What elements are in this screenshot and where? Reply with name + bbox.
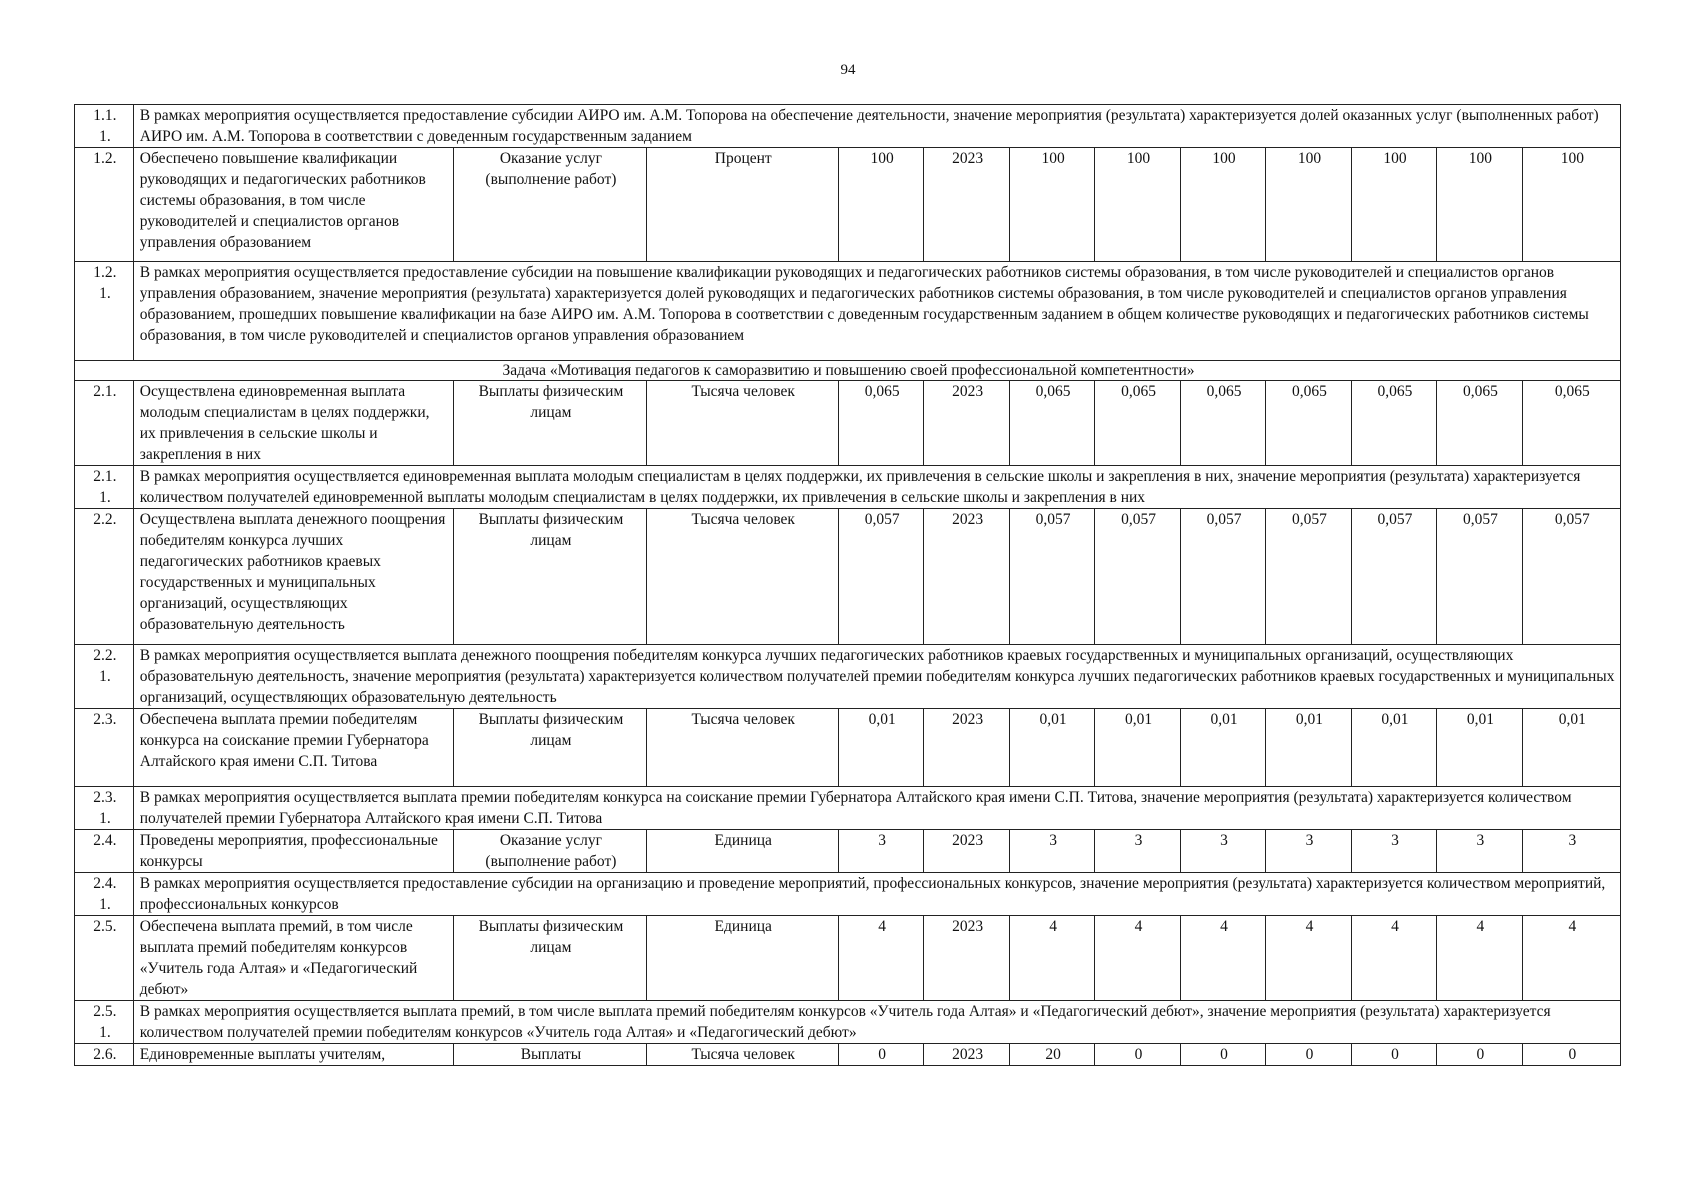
- value-year-4: 0: [1266, 1044, 1351, 1066]
- unit-of-measure: Тысяча человек: [646, 381, 838, 466]
- value-year-5: 0,01: [1351, 709, 1436, 787]
- base-year: 2023: [924, 1044, 1009, 1066]
- row-number: 1.2.: [75, 148, 134, 262]
- description-row: [75, 1001, 1621, 1044]
- value-year-3: 100: [1180, 148, 1265, 262]
- base-value: 3: [838, 830, 923, 873]
- base-year: 2023: [924, 916, 1009, 1001]
- result-name: Обеспечена выплата премии победителям конкурса на соискание премии Губернатора Алтайского края имени С.П. Титова: [133, 709, 454, 787]
- description-row: [75, 787, 1621, 830]
- base-year: 2023: [924, 148, 1009, 262]
- base-year: 2023: [924, 381, 1009, 466]
- page-number: 94: [840, 62, 856, 78]
- row-number: 2.1.: [75, 381, 134, 466]
- value-year-1: 0,065: [1009, 381, 1094, 466]
- row-number: 2.3.: [75, 709, 134, 787]
- unit-of-measure: Тысяча человек: [646, 709, 838, 787]
- value-year-1: 0,057: [1009, 509, 1094, 645]
- description-row: [75, 105, 1621, 148]
- table-body: [75, 105, 1621, 1066]
- result-type: Выплаты физическим лицам: [454, 709, 646, 787]
- value-year-2: 0,01: [1095, 709, 1180, 787]
- value-year-5: 100: [1351, 148, 1436, 262]
- result-type: Выплаты физическим лицам: [454, 509, 646, 645]
- value-year-3: 3: [1180, 830, 1265, 873]
- description-text: В рамках мероприятия осуществляется предоставление субсидии на повышение квалификации руководящих и педагогических работников системы образования, в том числе руководителей и специалистов органов управления образованием, значение мероприятия (результата) характеризуется долей руководящих и педагогических работников системы образования, в том числе руководителей и специалистов органов управления образованием, прошедших повышение квалификации на базе АИРО им. А.М. Топорова в соответствии с доведенным государственным заданием в общем количестве руководящих и педагогических работников системы образования, в том числе руководителей и специалистов органов управления образованием: [133, 262, 1620, 361]
- value-year-4: 4: [1266, 916, 1351, 1001]
- value-year-4: 100: [1266, 148, 1351, 262]
- description-text: В рамках мероприятия осуществляется выплата денежного поощрения победителям конкурса лучших педагогических работников краевых государственных и муниципальных организаций, осуществляющих образовательную деятельность, значение мероприятия (результата) характеризуется количеством получателей премии победителям конкурса лучших педагогических работников краевых государственных и муниципальных организаций, осуществляющих образовательную деятельность: [133, 645, 1620, 709]
- value-year-2: 0,057: [1095, 509, 1180, 645]
- task-title: Задача «Мотивация педагогов к саморазвитию и повышению своей профессиональной компетентности»: [75, 361, 1621, 381]
- value-year-5: 0,065: [1351, 381, 1436, 466]
- row-number: 2.6.: [75, 1044, 134, 1066]
- value-year-1: 20: [1009, 1044, 1094, 1066]
- row-number: 2.2. 1.: [75, 645, 134, 709]
- value-year-7: 0: [1522, 1044, 1620, 1066]
- result-row: [75, 916, 1621, 1001]
- value-year-3: 0,01: [1180, 709, 1265, 787]
- unit-of-measure: Процент: [646, 148, 838, 262]
- row-number: 2.4.: [75, 830, 134, 873]
- value-year-3: 0,065: [1180, 381, 1265, 466]
- value-year-2: 0: [1095, 1044, 1180, 1066]
- description-text: В рамках мероприятия осуществляется предоставление субсидии на организацию и проведение мероприятий, профессиональных конкурсов, значение мероприятия (результата) характеризуется количеством мероприятий, профессиональных конкурсов: [133, 873, 1620, 916]
- value-year-4: 3: [1266, 830, 1351, 873]
- description-text: В рамках мероприятия осуществляется выплата премий, в том числе выплата премий победителям конкурсов «Учитель года Алтая» и «Педагогический дебют», значение мероприятия (результата) характеризуется количеством получателей премии победителям конкурсов «Учитель года Алтая» и «Педагогический дебют»: [133, 1001, 1620, 1044]
- base-year: 2023: [924, 830, 1009, 873]
- row-number: 2.5.: [75, 916, 134, 1001]
- value-year-5: 0,057: [1351, 509, 1436, 645]
- row-number: 2.4. 1.: [75, 873, 134, 916]
- result-row: [75, 381, 1621, 466]
- base-value: 4: [838, 916, 923, 1001]
- value-year-1: 3: [1009, 830, 1094, 873]
- base-year: 2023: [924, 509, 1009, 645]
- row-number: 1.1. 1.: [75, 105, 134, 148]
- base-year: 2023: [924, 709, 1009, 787]
- result-name: Осуществлена единовременная выплата молодым специалистам в целях поддержки, их привлечения в сельские школы и закрепления в них: [133, 381, 454, 466]
- value-year-5: 3: [1351, 830, 1436, 873]
- result-type: Оказание услуг (выполнение работ): [454, 148, 646, 262]
- description-row: [75, 466, 1621, 509]
- value-year-3: 0: [1180, 1044, 1265, 1066]
- result-row: [75, 1044, 1621, 1066]
- value-year-1: 0,01: [1009, 709, 1094, 787]
- description-row: [75, 873, 1621, 916]
- result-type: Выплаты физическим лицам: [454, 916, 646, 1001]
- result-row: [75, 830, 1621, 873]
- value-year-6: 4: [1437, 916, 1522, 1001]
- row-number: 2.2.: [75, 509, 134, 645]
- unit-of-measure: Тысяча человек: [646, 1044, 838, 1066]
- row-number: 2.1. 1.: [75, 466, 134, 509]
- row-number: 1.2. 1.: [75, 262, 134, 361]
- task-header-row: [75, 361, 1621, 381]
- value-year-7: 3: [1522, 830, 1620, 873]
- value-year-1: 100: [1009, 148, 1094, 262]
- value-year-7: 0,01: [1522, 709, 1620, 787]
- description-row: [75, 262, 1621, 361]
- value-year-1: 4: [1009, 916, 1094, 1001]
- base-value: 0,01: [838, 709, 923, 787]
- description-row: [75, 645, 1621, 709]
- result-row: [75, 709, 1621, 787]
- unit-of-measure: Единица: [646, 830, 838, 873]
- value-year-7: 0,065: [1522, 381, 1620, 466]
- value-year-2: 100: [1095, 148, 1180, 262]
- result-name: Обеспечена выплата премий, в том числе выплата премий победителям конкурсов «Учитель года Алтая» и «Педагогический дебют»: [133, 916, 454, 1001]
- description-text: В рамках мероприятия осуществляется единовременная выплата молодым специалистам в целях поддержки, их привлечения в сельские школы и закрепления в них, значение мероприятия (результата) характеризуется количеством получателей единовременной выплаты молодым специалистам в целях поддержки, их привлечения в сельские школы и закрепления в них: [133, 466, 1620, 509]
- value-year-3: 4: [1180, 916, 1265, 1001]
- value-year-4: 0,057: [1266, 509, 1351, 645]
- base-value: 0,057: [838, 509, 923, 645]
- value-year-4: 0,01: [1266, 709, 1351, 787]
- value-year-7: 100: [1522, 148, 1620, 262]
- value-year-6: 3: [1437, 830, 1522, 873]
- value-year-6: 0,065: [1437, 381, 1522, 466]
- description-text: В рамках мероприятия осуществляется выплата премии победителям конкурса на соискание премии Губернатора Алтайского края имени С.П. Титова, значение мероприятия (результата) характеризуется количеством получателей премии Губернатора Алтайского края имени С.П. Титова: [133, 787, 1620, 830]
- result-row: [75, 509, 1621, 645]
- result-name: Обеспечено повышение квалификации руководящих и педагогических работников системы образования, в том числе руководителей и специалистов органов управления образованием: [133, 148, 454, 262]
- base-value: 0,065: [838, 381, 923, 466]
- value-year-6: 0,01: [1437, 709, 1522, 787]
- value-year-6: 0: [1437, 1044, 1522, 1066]
- result-row: [75, 148, 1621, 262]
- result-type: Оказание услуг (выполнение работ): [454, 830, 646, 873]
- results-table: [74, 104, 1621, 1066]
- value-year-2: 0,065: [1095, 381, 1180, 466]
- value-year-7: 0,057: [1522, 509, 1620, 645]
- base-value: 0: [838, 1044, 923, 1066]
- result-name: Единовременные выплаты учителям,: [133, 1044, 454, 1066]
- result-type: Выплаты физическим лицам: [454, 381, 646, 466]
- result-name: Проведены мероприятия, профессиональные конкурсы: [133, 830, 454, 873]
- value-year-5: 4: [1351, 916, 1436, 1001]
- unit-of-measure: Единица: [646, 916, 838, 1001]
- row-number: 2.3. 1.: [75, 787, 134, 830]
- value-year-6: 100: [1437, 148, 1522, 262]
- value-year-4: 0,065: [1266, 381, 1351, 466]
- base-value: 100: [838, 148, 923, 262]
- value-year-7: 4: [1522, 916, 1620, 1001]
- unit-of-measure: Тысяча человек: [646, 509, 838, 645]
- description-text: В рамках мероприятия осуществляется предоставление субсидии АИРО им. А.М. Топорова на обеспечение деятельности, значение мероприятия (результата) характеризуется долей оказанных услуг (выполненных работ) АИРО им. А.М. Топорова в соответствии с доведенным государственным заданием: [133, 105, 1620, 148]
- value-year-6: 0,057: [1437, 509, 1522, 645]
- value-year-2: 4: [1095, 916, 1180, 1001]
- value-year-2: 3: [1095, 830, 1180, 873]
- value-year-3: 0,057: [1180, 509, 1265, 645]
- result-type: Выплаты: [454, 1044, 646, 1066]
- value-year-5: 0: [1351, 1044, 1436, 1066]
- result-name: Осуществлена выплата денежного поощрения победителям конкурса лучших педагогических работников краевых государственных и муниципальных организаций, осуществляющих образовательную деятельность: [133, 509, 454, 645]
- row-number: 2.5. 1.: [75, 1001, 134, 1044]
